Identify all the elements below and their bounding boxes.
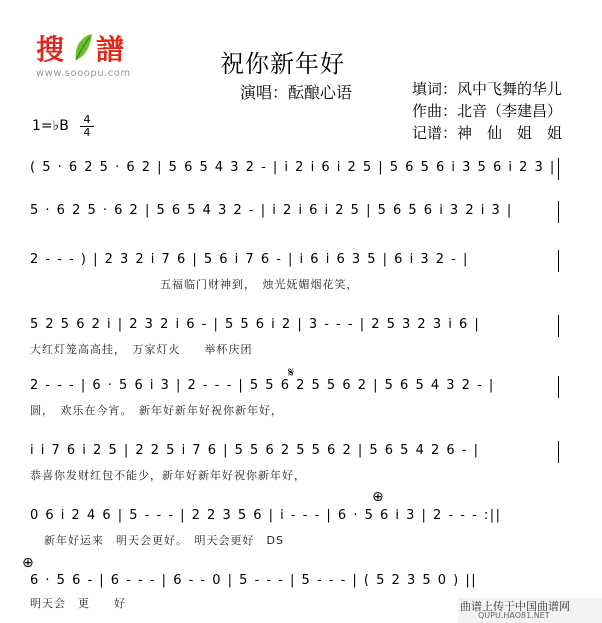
meter-top: 4 <box>83 113 91 126</box>
staff-line-4 <box>30 317 560 356</box>
singer-credit: 演唱：酝酿心语 <box>240 83 353 102</box>
lyrics-line-5: 圆， 欢乐在今宵。 新年好新年好祝你新年好， <box>30 404 283 417</box>
staff-line-6 <box>30 443 560 482</box>
composer-credit: 作曲：北音（李建昌） <box>412 102 563 120</box>
logo-char-left: 搜 <box>36 33 65 66</box>
staff-line-5 <box>30 378 560 417</box>
notes-line-5: 2 - - - | 6 · 5 6 i 3 | 2 - - - | 5 5 6 2 5 5 6 2 | 5 6 5 4 3 2 - | <box>30 378 495 393</box>
lyrics-line-8: 明天会 更 好 <box>30 597 126 610</box>
line-end-barline <box>558 201 559 223</box>
lyrics-line-7: 新年好运来 明天会更好。 明天会更好 DS <box>44 534 284 547</box>
logo-url: www.sooopu.com <box>36 68 131 79</box>
notes-line-7: 0 6 i 2 4 6 | 5 - - - | 2 2 3 5 6 | i - - - | 6 · 5 6 i 3 | 2 - - - :|| <box>30 508 502 523</box>
credits-block <box>412 78 562 144</box>
notes-line-3: 2 - - - ) | 2 3 2 i 7 6 | 5 6 i 7 6 - | i 6 i 6 3 5 | 6 i 3 2 - | <box>30 252 469 267</box>
coda-icon: ⊕ <box>22 555 34 571</box>
notes-line-2: 5 · 6 2 5 · 6 2 | 5 6 5 4 3 2 - | i 2 i 6 i 2 5 | 5 6 5 6 i 3 2 i 3 | <box>30 203 513 218</box>
staff-line-2 <box>30 203 560 223</box>
leaf-icon <box>72 32 94 62</box>
key-signature: 1=♭B <box>32 118 69 134</box>
lyricist-credit: 填词：风中飞舞的华儿 <box>412 80 563 98</box>
notes-line-6: i i 7 6 i 2 5 | 2 2 5 i 7 6 | 5 5 6 2 5 5 6 2 | 5 6 5 4 2 6 - | <box>30 443 480 458</box>
line-end-barline <box>558 441 559 463</box>
song-title: 祝你新年好 <box>220 50 345 78</box>
lyrics-line-6: 恭喜你发财红包不能少，新年好新年好祝你新年好， <box>30 469 306 482</box>
line-end-barline <box>558 376 559 398</box>
line-end-barline <box>558 315 559 337</box>
segno-icon: 𝄋 <box>288 365 295 381</box>
site-watermark[interactable] <box>458 598 602 623</box>
watermark-text: 曲谱上传于中国曲谱网 <box>460 600 570 613</box>
meter-bottom: 4 <box>80 126 94 139</box>
notes-line-8: 6 · 5 6 - | 6 - - - | 6 - - 0 | 5 - - - | 5 - - - | ( 5 2 3 5 0 ) || <box>30 573 478 588</box>
time-signature <box>80 114 94 139</box>
coda-icon: ⊕ <box>372 489 384 505</box>
lyrics-line-4: 大红灯笼高高挂， 万家灯火 举杯庆团 <box>30 343 253 356</box>
logo-char-right: 譜 <box>96 33 125 66</box>
line-end-barline <box>558 158 559 180</box>
staff-line-1 <box>30 160 560 180</box>
transcriber-credit: 记谱：神 仙 姐 姐 <box>412 124 563 142</box>
notes-line-4: 5 2 5 6 2 i | 2 3 2 i 6 - | 5 5 6 i 2 | 3 - - - | 2 5 3 2 3 i 6 | <box>30 317 481 332</box>
staff-line-3 <box>30 252 560 291</box>
site-logo[interactable] <box>36 28 156 90</box>
notes-line-1: ( 5 · 6 2 5 · 6 2 | 5 6 5 4 3 2 - | i 2 i 6 i 2 5 | 5 6 5 6 i 3 5 6 i 2 3 | <box>30 160 556 175</box>
watermark-url: QUPU.HAO81.NET <box>478 611 550 620</box>
staff-line-7 <box>30 508 560 547</box>
line-end-barline <box>558 250 559 272</box>
lyrics-line-3: 五福临门财神到， 烛光妩媚烟花笑， <box>160 278 359 291</box>
